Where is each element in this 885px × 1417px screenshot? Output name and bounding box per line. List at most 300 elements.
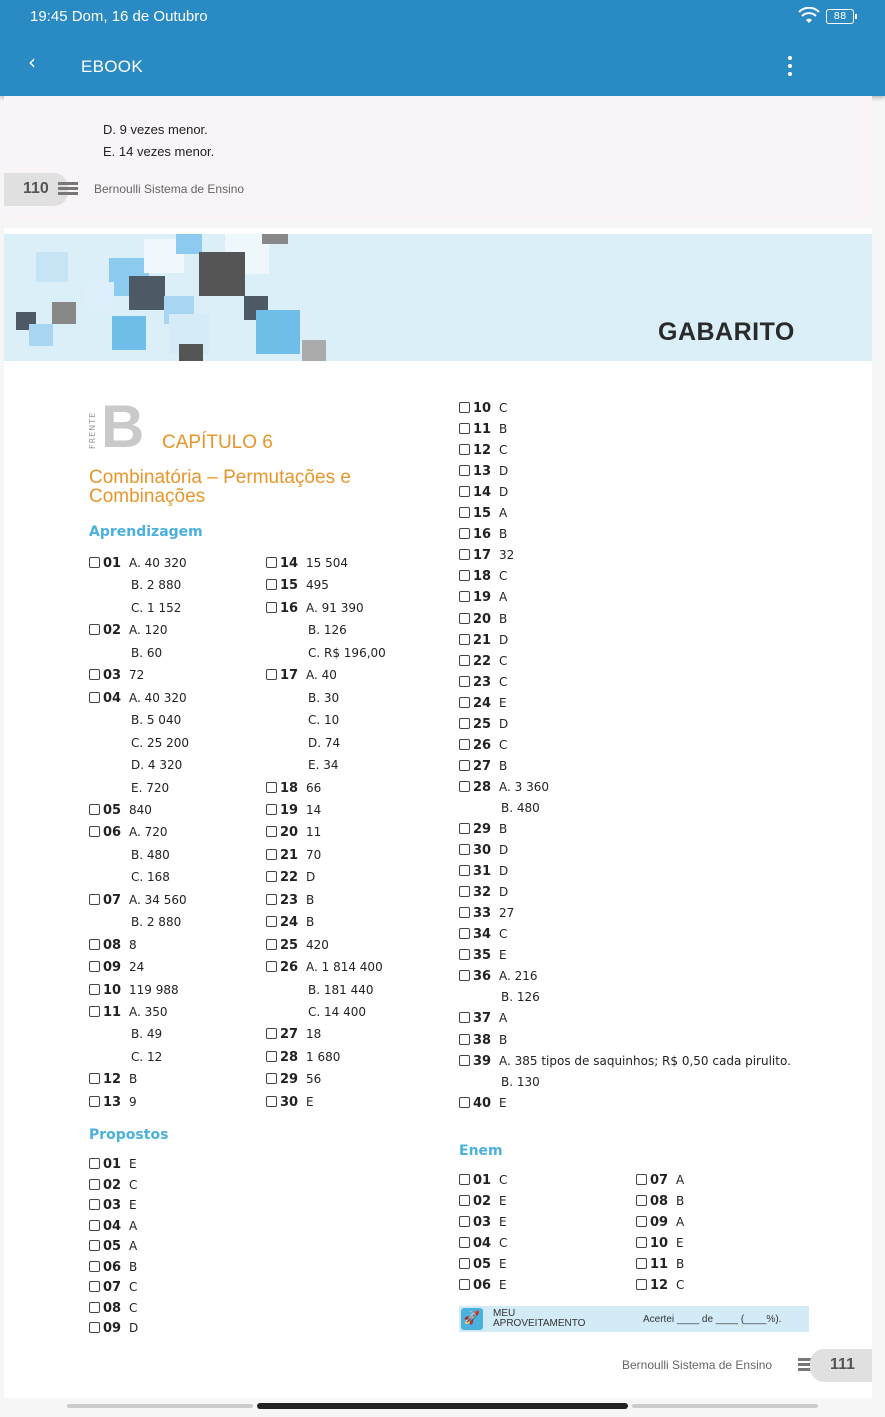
checkbox[interactable] xyxy=(266,1096,277,1107)
answer-item xyxy=(459,820,507,838)
checkbox[interactable] xyxy=(89,984,100,995)
answer-item xyxy=(459,399,507,417)
checkbox[interactable] xyxy=(266,804,277,815)
answer-item xyxy=(636,1234,684,1252)
answer-item xyxy=(266,801,321,819)
question-number: 28 xyxy=(473,779,492,795)
answer-text: E xyxy=(499,948,507,963)
answer-text: 14 xyxy=(306,802,322,817)
checkbox[interactable] xyxy=(459,718,470,729)
answer-subitem: C. 25 200 xyxy=(131,735,189,750)
nav-handle[interactable] xyxy=(257,1403,628,1409)
answer-subitem: B. 126 xyxy=(308,623,347,638)
question-number: 18 xyxy=(280,780,299,796)
answer-item xyxy=(459,483,508,501)
answer-item xyxy=(266,1070,321,1088)
checkbox[interactable] xyxy=(266,894,277,905)
answer-text: A. 91 390 xyxy=(306,600,364,615)
question-number: 02 xyxy=(103,623,122,639)
answer-item xyxy=(89,981,179,999)
checkbox[interactable] xyxy=(459,465,470,476)
answer-text: B xyxy=(499,611,508,626)
answer-text: B xyxy=(499,527,508,542)
answer-text: A xyxy=(499,590,508,605)
answer-subitem: B. 5 040 xyxy=(131,713,182,728)
section-enem: Enem xyxy=(459,1143,503,1159)
checkbox[interactable] xyxy=(459,823,470,834)
question-number: 16 xyxy=(473,527,492,543)
question-number: 08 xyxy=(103,1300,122,1316)
answer-subitem: E. 720 xyxy=(131,780,170,795)
answer-item xyxy=(459,841,508,859)
checkbox[interactable] xyxy=(459,570,470,581)
question-number: 24 xyxy=(280,915,299,931)
answer-item xyxy=(459,757,507,775)
answer-text: D xyxy=(499,464,509,479)
performance-label: MEU APROVEITAMENTO xyxy=(493,1308,586,1329)
checkbox[interactable] xyxy=(459,486,470,497)
answer-item xyxy=(266,666,337,684)
answer-text: 119 988 xyxy=(129,982,179,997)
answer-text: E xyxy=(499,695,507,710)
answer-item xyxy=(459,1255,507,1273)
question-number: 40 xyxy=(473,1095,492,1111)
question-number: 30 xyxy=(473,843,492,859)
checkbox[interactable] xyxy=(89,1281,100,1292)
answer-text: B xyxy=(499,422,508,437)
answer-text: B xyxy=(676,1194,685,1208)
checkbox[interactable] xyxy=(89,1240,100,1251)
question-number: 29 xyxy=(473,822,492,837)
answer-subitem: B. 49 xyxy=(131,1027,163,1042)
answer-item xyxy=(89,554,187,572)
question-number: 01 xyxy=(103,556,122,571)
question-number: 08 xyxy=(650,1194,669,1209)
answer-text: 9 xyxy=(129,1094,137,1109)
checkbox[interactable] xyxy=(266,602,277,613)
question-number: 05 xyxy=(473,1257,492,1272)
checkbox[interactable] xyxy=(459,528,470,539)
answer-text: B xyxy=(129,1259,138,1274)
answer-text: E xyxy=(499,1257,507,1271)
question-number: 31 xyxy=(473,864,492,880)
checkbox[interactable] xyxy=(89,1179,100,1190)
checkbox[interactable] xyxy=(89,826,100,837)
answer-item xyxy=(459,420,507,438)
answer-item xyxy=(459,652,507,670)
checkbox[interactable] xyxy=(89,1096,100,1107)
answer-item xyxy=(266,846,321,864)
answer-text: 27 xyxy=(499,906,515,921)
checkbox[interactable] xyxy=(266,1051,277,1062)
question-number: 30 xyxy=(280,1094,299,1110)
nav-track-left xyxy=(67,1404,253,1408)
checkbox[interactable] xyxy=(636,1237,647,1248)
battery-icon: 88 xyxy=(826,9,854,24)
answer-subitem: C. 1 152 xyxy=(131,600,182,615)
answer-item xyxy=(636,1276,684,1294)
answer-text: 1 680 xyxy=(306,1049,341,1064)
checkbox[interactable] xyxy=(266,961,277,972)
checkbox[interactable] xyxy=(459,886,470,897)
answer-text: C xyxy=(499,653,508,668)
question-number: 35 xyxy=(473,948,492,964)
checkbox[interactable] xyxy=(459,591,470,602)
answer-text: B xyxy=(499,1032,508,1047)
answer-item xyxy=(636,1255,684,1273)
question-number: 04 xyxy=(103,1218,122,1234)
question-number: 17 xyxy=(280,668,299,684)
checkbox[interactable] xyxy=(89,1220,100,1231)
answer-item xyxy=(266,891,314,909)
answer-item xyxy=(459,441,507,459)
checkbox[interactable] xyxy=(459,1216,470,1227)
checkbox[interactable] xyxy=(266,826,277,837)
checkbox[interactable] xyxy=(459,1012,470,1023)
question-number: 10 xyxy=(650,1236,669,1251)
checkbox[interactable] xyxy=(459,865,470,876)
checkbox[interactable] xyxy=(266,669,277,680)
checkbox[interactable] xyxy=(636,1258,647,1269)
answer-text: A. 1 814 400 xyxy=(306,960,383,975)
answer-item xyxy=(89,1093,137,1111)
back-arrow-icon[interactable]: ‹ xyxy=(28,50,36,74)
publisher-left: Bernoulli Sistema de Ensino xyxy=(94,182,245,196)
checkbox[interactable] xyxy=(459,655,470,666)
checkbox[interactable] xyxy=(459,613,470,624)
page-header-title: GABARITO xyxy=(658,318,795,346)
answer-text: C xyxy=(676,1278,685,1292)
page-number-left: 110 xyxy=(23,180,49,197)
answer-text: A. 40 320 xyxy=(129,556,187,570)
checkbox[interactable] xyxy=(89,961,100,972)
checkbox[interactable] xyxy=(266,1028,277,1039)
checkbox[interactable] xyxy=(459,507,470,518)
answer-text: 66 xyxy=(306,780,322,795)
checkbox[interactable] xyxy=(636,1216,647,1227)
answer-text: E xyxy=(306,1094,314,1109)
answer-text: B xyxy=(499,822,508,836)
question-number: 32 xyxy=(473,885,492,901)
question-number: 17 xyxy=(473,548,492,564)
answer-subitem: D. 4 320 xyxy=(131,758,183,773)
question-number: 05 xyxy=(103,1239,122,1254)
question-number: 21 xyxy=(280,847,299,863)
question-number: 12 xyxy=(650,1278,669,1293)
checkbox[interactable] xyxy=(266,939,277,950)
question-number: 22 xyxy=(280,870,299,886)
answer-text: D xyxy=(499,485,509,500)
question-number: 24 xyxy=(473,695,492,711)
checkbox[interactable] xyxy=(459,739,470,750)
question-number: 05 xyxy=(103,802,122,818)
question-number: 14 xyxy=(473,485,492,501)
section-aprendizagem: Aprendizagem xyxy=(89,524,203,540)
question-number: 20 xyxy=(280,825,299,841)
question-number: 11 xyxy=(103,1005,122,1020)
checkbox[interactable] xyxy=(459,1195,470,1206)
question-number: 03 xyxy=(473,1215,492,1230)
answer-text: A. 720 xyxy=(129,825,168,840)
answer-subitem: B. 480 xyxy=(501,800,540,815)
answer-item xyxy=(266,913,314,931)
question-number: 13 xyxy=(103,1094,122,1110)
checkbox[interactable] xyxy=(459,1279,470,1290)
more-vert-icon[interactable] xyxy=(780,52,800,82)
answer-item xyxy=(89,621,168,639)
checkbox[interactable] xyxy=(266,1073,277,1084)
answer-item xyxy=(89,801,152,819)
question-number: 07 xyxy=(103,1280,122,1295)
question-number: 37 xyxy=(473,1011,492,1027)
answer-text: C xyxy=(129,1177,138,1192)
answer-text: A xyxy=(676,1215,685,1229)
checkbox[interactable] xyxy=(89,1006,100,1017)
checkbox[interactable] xyxy=(89,1261,100,1272)
chapter-title: Combinatória – Permutações e Combinações xyxy=(89,467,351,507)
question-number: 10 xyxy=(473,401,492,416)
checkbox[interactable] xyxy=(636,1195,647,1206)
question-number: 27 xyxy=(280,1027,299,1043)
checkbox[interactable] xyxy=(266,557,277,568)
checkbox[interactable] xyxy=(636,1279,647,1290)
question-number: 04 xyxy=(103,690,122,706)
answer-item xyxy=(89,1070,137,1088)
question-number: 19 xyxy=(280,802,299,818)
answer-text: C xyxy=(499,401,508,415)
checkbox[interactable] xyxy=(459,676,470,687)
answer-item xyxy=(459,1192,507,1210)
answer-item xyxy=(89,1217,137,1235)
question-number: 06 xyxy=(103,825,122,841)
answer-text: E xyxy=(499,1095,507,1110)
answer-item xyxy=(89,1278,137,1296)
checkbox[interactable] xyxy=(459,970,470,981)
question-number: 14 xyxy=(280,556,299,571)
answer-item xyxy=(89,891,187,909)
answer-text: 495 xyxy=(306,578,329,593)
question-number: 11 xyxy=(650,1257,669,1272)
question-number: 09 xyxy=(650,1215,669,1230)
wifi-icon xyxy=(798,7,820,25)
checkbox[interactable] xyxy=(89,557,100,568)
checkbox[interactable] xyxy=(266,871,277,882)
question-number: 02 xyxy=(103,1177,122,1193)
answer-item xyxy=(459,904,514,922)
checkbox[interactable] xyxy=(459,949,470,960)
answer-text: A. 34 560 xyxy=(129,892,187,907)
answer-text: C xyxy=(129,1300,138,1315)
checkbox[interactable] xyxy=(459,928,470,939)
answer-text: A. 40 xyxy=(306,668,337,683)
answer-item xyxy=(459,504,507,522)
status-time: 19:45 Dom, 16 de Outubro xyxy=(30,8,208,25)
question-number: 26 xyxy=(280,960,299,976)
checkbox[interactable] xyxy=(459,1258,470,1269)
checkbox[interactable] xyxy=(459,697,470,708)
question-number: 08 xyxy=(103,937,122,953)
answer-text: A. 216 xyxy=(499,969,538,984)
answer-item xyxy=(459,925,507,943)
checkbox[interactable] xyxy=(459,781,470,792)
answer-item xyxy=(266,958,383,976)
question-number: 09 xyxy=(103,1321,122,1336)
checkbox[interactable] xyxy=(459,1034,470,1045)
answer-item xyxy=(459,967,538,985)
question-number: 02 xyxy=(473,1194,492,1209)
question-number: 21 xyxy=(473,632,492,648)
checkbox[interactable] xyxy=(89,894,100,905)
answer-text: C xyxy=(499,569,508,584)
answer-text: D xyxy=(499,885,509,900)
checkbox[interactable] xyxy=(89,624,100,635)
answer-item xyxy=(459,1094,507,1112)
question-number: 27 xyxy=(473,758,492,774)
answer-subitem: C. R$ 196,00 xyxy=(308,645,386,660)
question-number: 20 xyxy=(473,611,492,627)
question-number: 34 xyxy=(473,927,492,943)
checkbox[interactable] xyxy=(89,1073,100,1084)
answer-item xyxy=(636,1213,684,1231)
answer-item xyxy=(89,1319,138,1337)
checkbox[interactable] xyxy=(459,423,470,434)
question-number: 09 xyxy=(103,960,122,976)
answer-text: A. 385 tipos de saquinhos; R$ 0,50 cada pirulito. xyxy=(499,1053,791,1068)
checkbox[interactable] xyxy=(266,849,277,860)
answer-text: E xyxy=(129,1198,137,1212)
answer-item xyxy=(459,631,508,649)
checkbox[interactable] xyxy=(459,444,470,455)
answer-text: 15 504 xyxy=(306,556,348,570)
question-number: 15 xyxy=(473,506,492,522)
answer-item xyxy=(459,1234,507,1252)
checkbox[interactable] xyxy=(459,1237,470,1248)
question-number: 15 xyxy=(280,578,299,594)
checkbox[interactable] xyxy=(459,844,470,855)
answer-item xyxy=(459,1031,507,1049)
answer-item xyxy=(459,715,508,733)
question-number: 25 xyxy=(280,937,299,953)
answer-item xyxy=(459,525,507,543)
checkbox[interactable] xyxy=(459,907,470,918)
answer-item xyxy=(459,883,508,901)
answer-text: 72 xyxy=(129,668,145,683)
question-number: 25 xyxy=(473,716,492,732)
answer-text: D xyxy=(499,716,509,731)
frente-letter: B xyxy=(101,393,145,460)
question-number: 13 xyxy=(473,464,492,480)
question-number: 03 xyxy=(103,1198,122,1213)
answer-item xyxy=(89,1155,137,1173)
nav-track-right xyxy=(632,1404,818,1408)
answer-text: A. 40 320 xyxy=(129,690,187,705)
answer-subitem: C. 10 xyxy=(308,713,340,728)
answer-text: C xyxy=(499,1173,508,1187)
answer-text: C xyxy=(499,1236,508,1250)
question-number: 19 xyxy=(473,590,492,606)
question-number: 36 xyxy=(473,969,492,985)
answer-subitem: D. 74 xyxy=(308,735,341,750)
checkbox[interactable] xyxy=(89,939,100,950)
answer-subitem: B. 30 xyxy=(308,690,340,705)
answer-item xyxy=(266,599,364,617)
question-number: 06 xyxy=(473,1278,492,1293)
answer-item xyxy=(266,576,329,594)
answer-text: C xyxy=(499,737,508,752)
answer-item xyxy=(459,567,507,585)
checkbox[interactable] xyxy=(459,1097,470,1108)
checkbox[interactable] xyxy=(459,1055,470,1066)
answer-item xyxy=(266,823,321,841)
answer-text: A xyxy=(499,506,508,521)
app-title: EBOOK xyxy=(81,57,143,76)
checkbox[interactable] xyxy=(266,782,277,793)
answer-text: 8 xyxy=(129,937,137,952)
checkbox[interactable] xyxy=(89,692,100,703)
frente-label: FRENTE xyxy=(88,411,97,449)
checkbox[interactable] xyxy=(459,549,470,560)
answer-subitem: B. 181 440 xyxy=(308,982,374,997)
answer-subitem: C. 168 xyxy=(131,870,170,885)
answer-item xyxy=(636,1192,684,1210)
question-number: 29 xyxy=(280,1072,299,1088)
answer-item xyxy=(266,936,329,954)
answer-item xyxy=(89,936,137,954)
option-e: E. 14 vezes menor. xyxy=(103,144,215,159)
answer-item xyxy=(266,1025,321,1043)
answer-item xyxy=(89,1299,137,1317)
answer-text: A xyxy=(676,1173,685,1187)
checkbox[interactable] xyxy=(459,402,470,413)
checkbox[interactable] xyxy=(89,1158,100,1169)
checkbox[interactable] xyxy=(459,1174,470,1185)
publisher-right: Bernoulli Sistema de Ensino xyxy=(622,1358,773,1372)
answer-text: 840 xyxy=(129,802,152,817)
checkbox[interactable] xyxy=(89,1199,100,1210)
answer-item xyxy=(89,666,144,684)
answer-text: 32 xyxy=(499,548,515,563)
checkbox[interactable] xyxy=(459,760,470,771)
answer-text: A xyxy=(129,1218,138,1233)
checkbox[interactable] xyxy=(89,1322,100,1333)
question-number: 39 xyxy=(473,1053,492,1069)
answer-text: B xyxy=(676,1257,685,1271)
checkbox[interactable] xyxy=(636,1174,647,1185)
checkbox[interactable] xyxy=(89,804,100,815)
checkbox[interactable] xyxy=(266,579,277,590)
answer-text: 420 xyxy=(306,937,329,952)
question-number: 01 xyxy=(103,1157,122,1172)
question-number: 10 xyxy=(103,982,122,998)
checkbox[interactable] xyxy=(266,916,277,927)
checkbox[interactable] xyxy=(89,1302,100,1313)
checkbox[interactable] xyxy=(89,669,100,680)
answer-item xyxy=(266,1048,340,1066)
performance-score: Acertei ____ de ____ (____%). xyxy=(643,1314,782,1325)
answer-item xyxy=(459,736,507,754)
answer-text: A xyxy=(129,1239,138,1253)
checkbox[interactable] xyxy=(459,634,470,645)
answer-text: A. 350 xyxy=(129,1005,168,1019)
answer-text: E xyxy=(499,1194,507,1208)
answer-item xyxy=(89,689,187,707)
answer-subitem: B. 130 xyxy=(501,1074,540,1089)
answer-item xyxy=(89,958,144,976)
answer-item xyxy=(459,546,514,564)
answer-text: 11 xyxy=(306,825,322,840)
question-number: 18 xyxy=(473,569,492,585)
question-number: 06 xyxy=(103,1259,122,1275)
